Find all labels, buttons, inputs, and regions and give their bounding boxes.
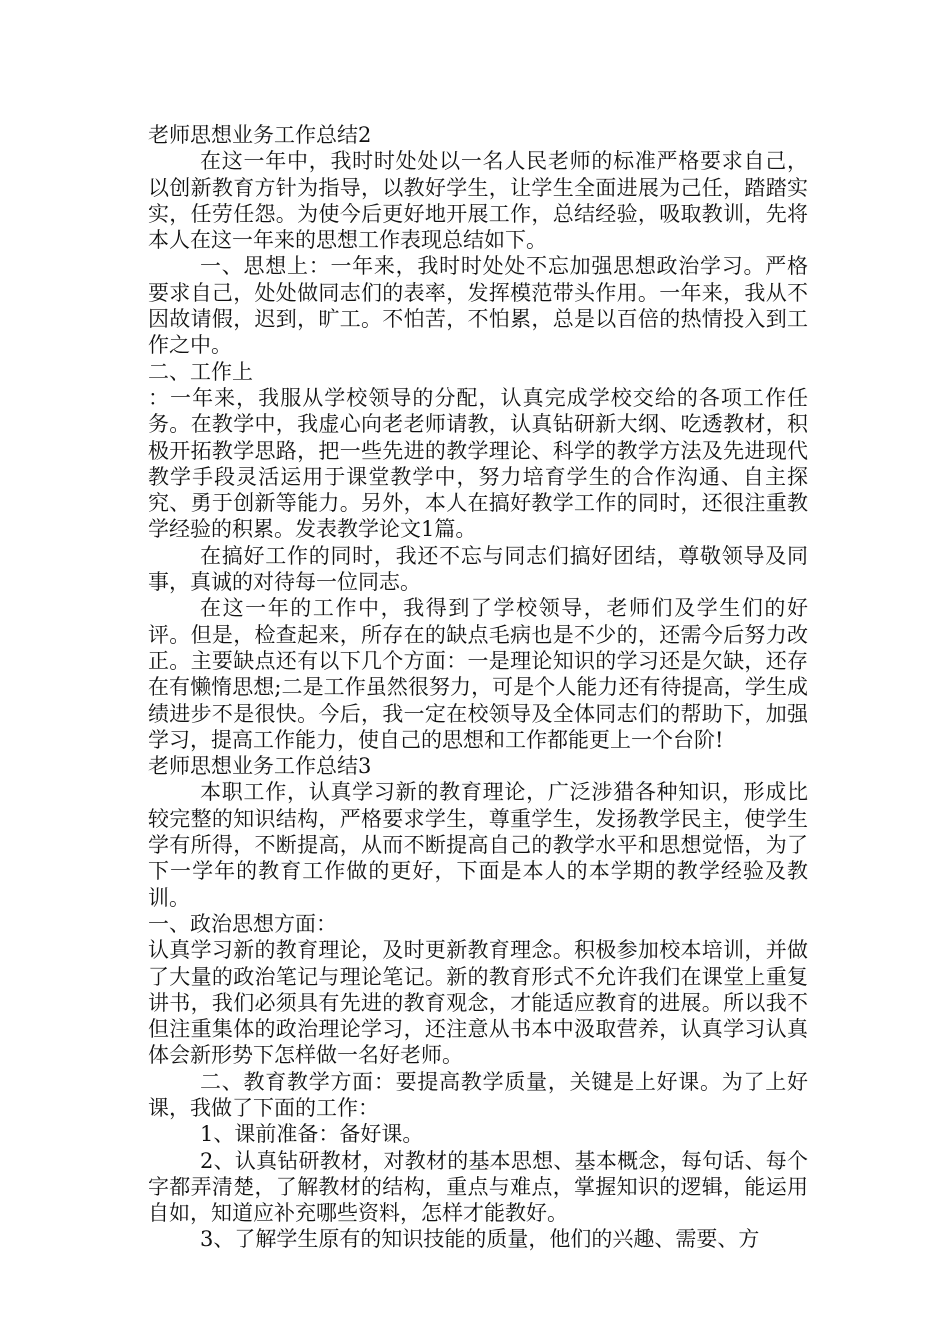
list-item-2: 2、认真钻研教材，对教材的基本思想、基本概念，每句话、每个字都弄清楚，了解教材的结构，重点与难点，掌握知识的逻辑，能运用自如，知道应补充哪些资料，怎样才能教好。 [148,1148,808,1226]
subheading-politics: 一、政治思想方面： [148,911,337,936]
paragraph-intro: 在这一年中，我时时处处以一名人民老师的标准严格要求自己，以创新教育方针为指导，以教好学生，让学生全面进展为己任，踏踏实实，任劳任怨。为使今后更好地开展工作，总结经验，吸取教训，先将本人在这一年来的思想工作表现总结如下。 [148,149,808,253]
paragraph-work: ：一年来，我服从学校领导的分配，认真完成学校交给的各项工作任务。在教学中，我虚心向老老师请教，认真钻研新大纲、吃透教材，积极开拓教学思路，把一些先进的教学理论、科学的教学方法及先进现代教学手段灵活运用于课堂教学中，努力培育学生的合作沟通、自主探究、勇于创新等能力。另外，本人在搞好教学工作的同时，还很注重教学经验的积累。发表教学论文1篇。 [148,385,808,542]
section-title-2: 老师思想业务工作总结2 [148,123,372,147]
paragraph-teaching: 二、教育教学方面：要提高教学质量，关键是上好课。为了上好课，我做了下面的工作： [148,1069,808,1120]
paragraph-thought: 一、思想上：一年来，我时时处处不忘加强思想政治学习。严格要求自己，处处做同志们的表率，发挥模范带头作用。一年来，我从不因故请假，迟到，旷工。不怕苦，不怕累，总是以百倍的热情投入到工作之中。 [148,254,808,358]
list-item-3: 3、了解学生原有的知识技能的质量，他们的兴趣、需要、方 [200,1227,760,1252]
paragraph-shortcomings: 在这一年的工作中，我得到了学校领导，老师们及学生们的好评。但是，检查起来，所存在的缺点毛病也是不少的，还需今后努力改正。主要缺点还有以下几个方面：一是理论知识的学习还是欠缺，还存在有懒惰思想;二是工作虽然很努力，可是个人能力还有待提高，学生成绩进步不是很快。今后，我一定在校领导及全体同志们的帮助下，加强学习，提高工作能力，使自己的思想和工作都能更上一个台阶! [148,596,808,752]
paragraph-unity: 在搞好工作的同时，我还不忘与同志们搞好团结，尊敬领导及同事，真诚的对待每一位同志。 [148,543,808,595]
paragraph-politics: 认真学习新的教育理论，及时更新教育理念。积极参加校本培训，并做了大量的政治笔记与理论笔记。新的教育形式不允许我们在课堂上重复讲书，我们必须具有先进的教育观念，才能适应教育的进展。所以我不但注重集体的政治理论学习，还注意从书本中汲取营养，认真学习认真体会新形势下怎样做一名好老师。 [148,938,808,1068]
section-title-3: 老师思想业务工作总结3 [148,754,372,779]
subheading-work: 二、工作上 [148,359,253,384]
list-item-1: 1、课前准备：备好课。 [200,1122,424,1147]
paragraph-duty: 本职工作，认真学习新的教育理论，广泛涉猎各种知识，形成比较完整的知识结构，严格要求学生，尊重学生，发扬教学民主，使学生学有所得，不断提高，从而不断提高自己的教学水平和思想觉悟，为了下一学年的教育工作做的更好，下面是本人的本学期的教学经验及教训。 [148,780,808,910]
document-body [148,122,808,1253]
